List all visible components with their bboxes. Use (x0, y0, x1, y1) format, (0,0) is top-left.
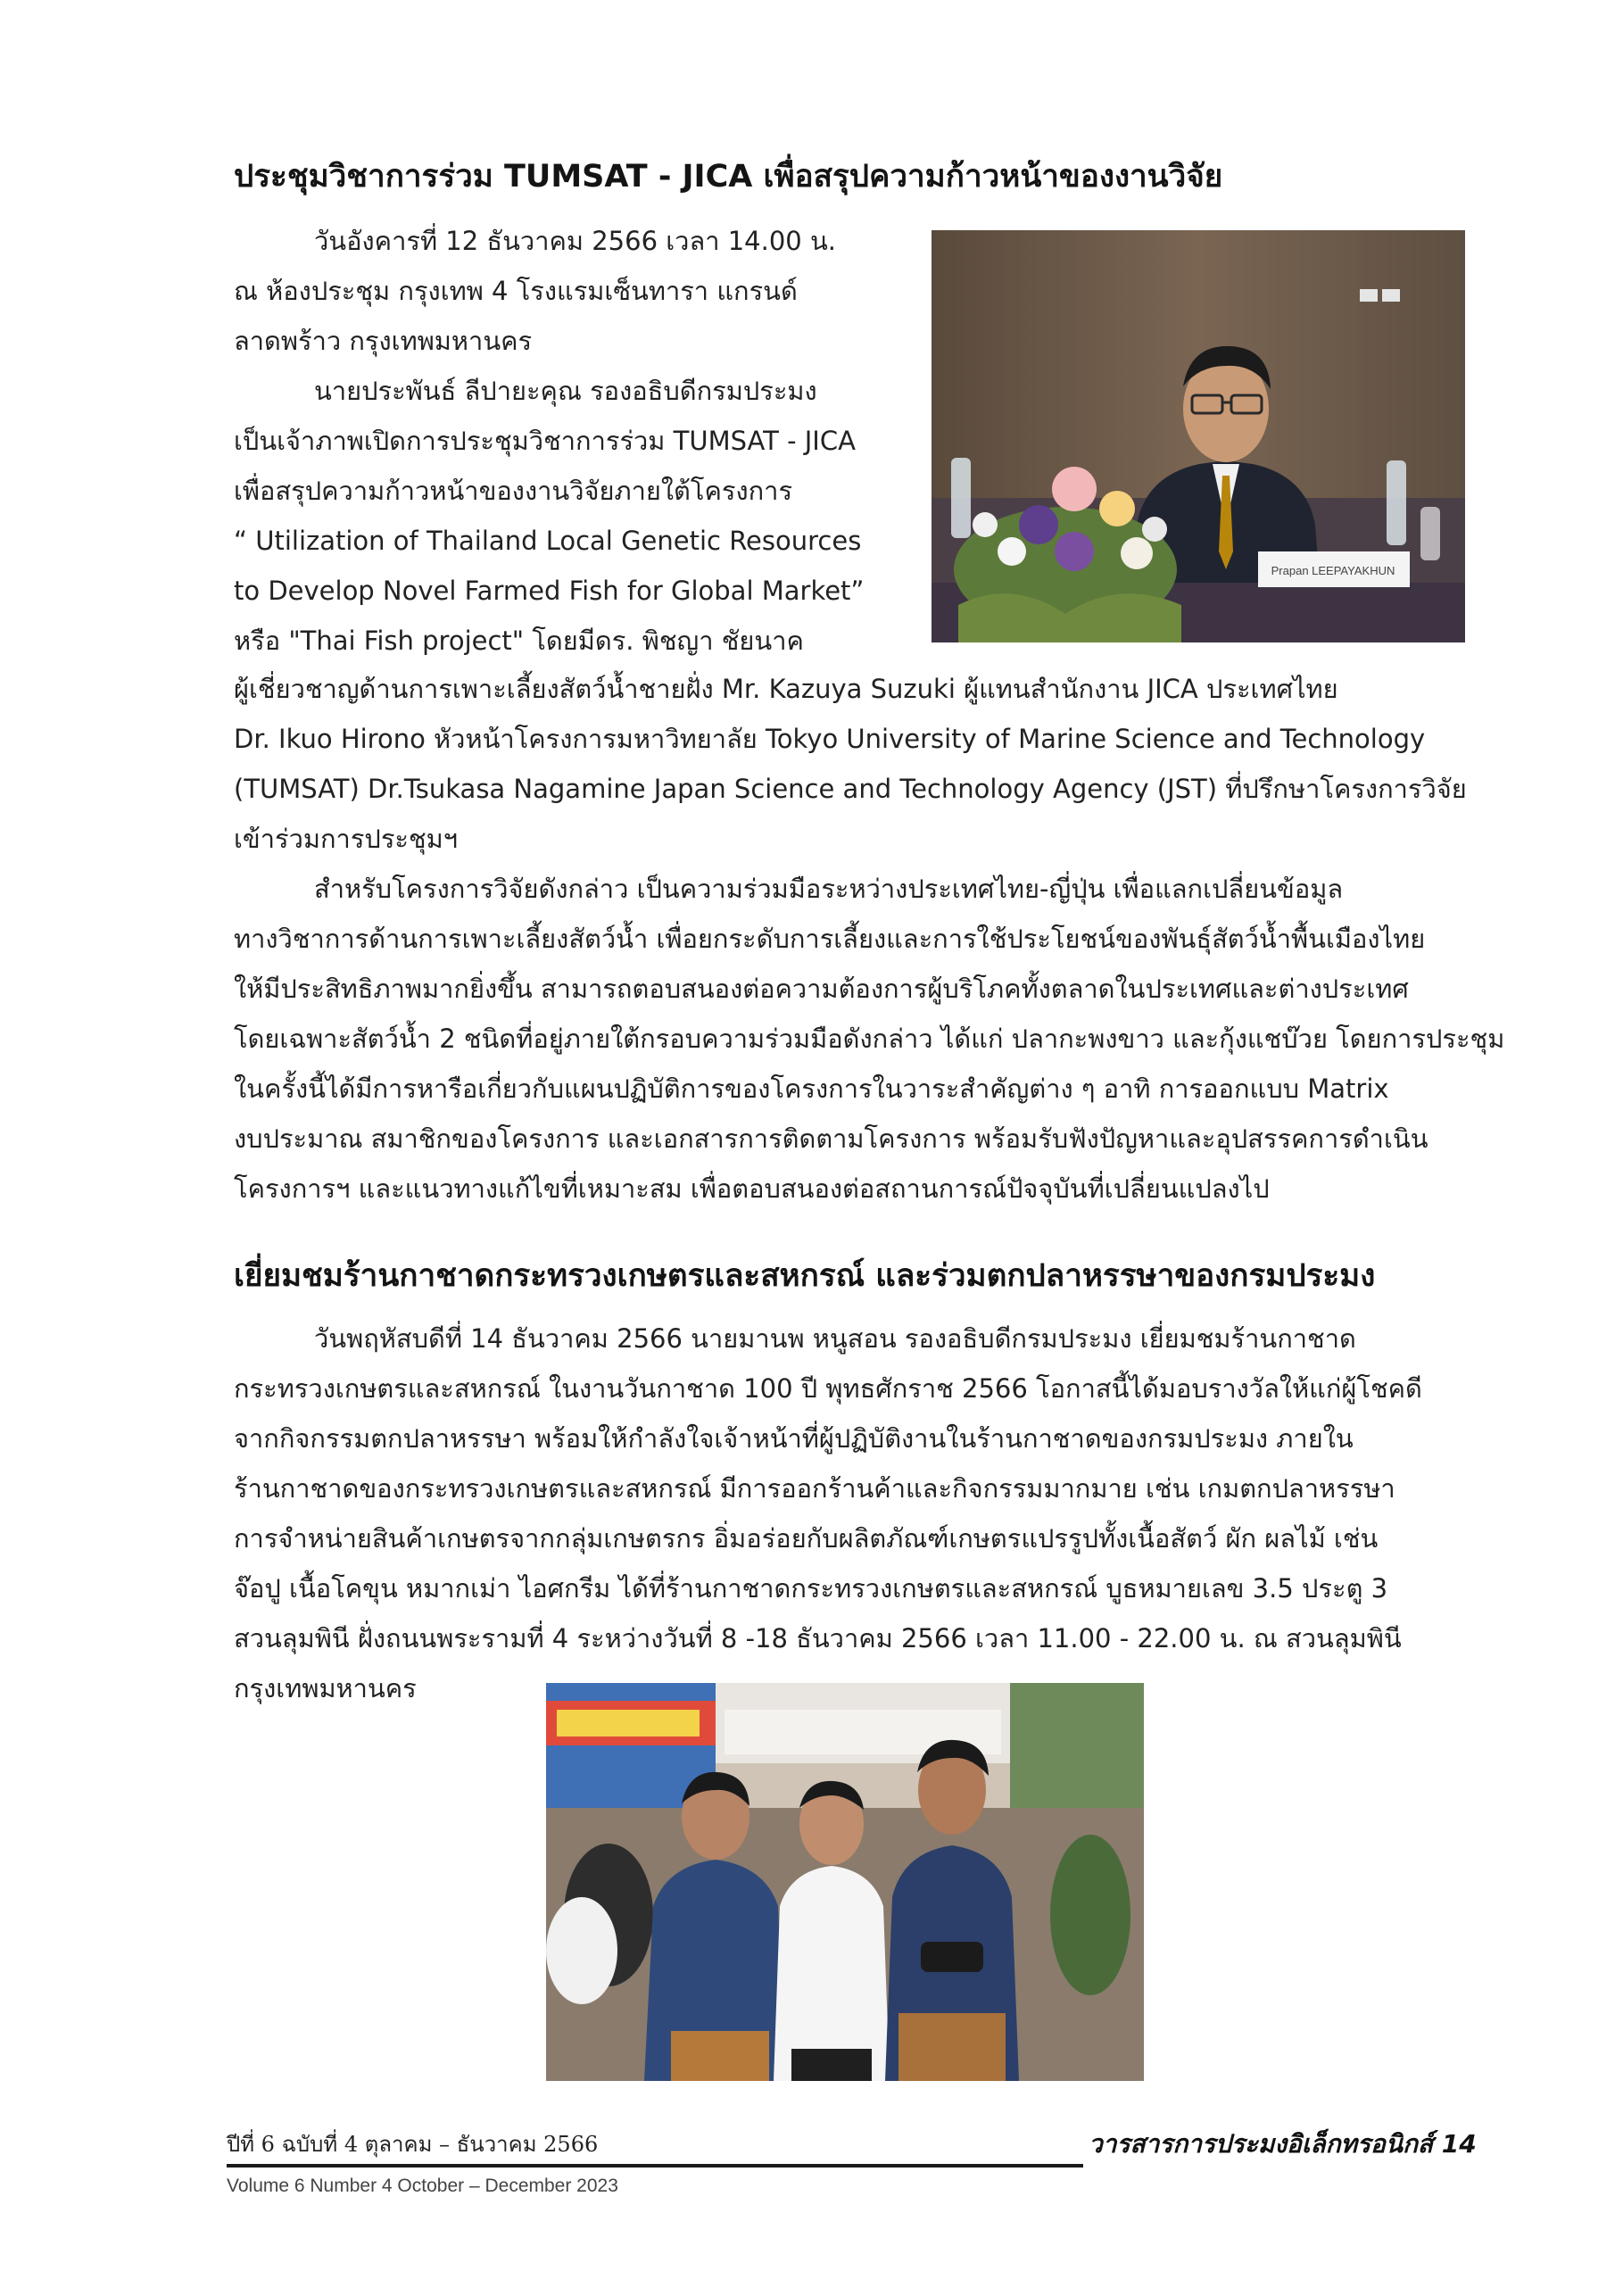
article1-line-1: วันอังคารที่ 12 ธันวาคม 2566 เวลา 14.00 น. (314, 226, 836, 256)
article1-line-3: ลาดพร้าว กรุงเทพมหานคร (234, 326, 533, 356)
article1-line-4: นายประพันธ์ ลีปายะคุณ รองอธิบดีกรมประมง (314, 376, 817, 406)
article1-line-6: เพื่อสรุปความก้าวหน้าของงานวิจัยภายใต้โครงการ (234, 476, 793, 506)
speaker-photo (932, 230, 1465, 642)
article2-line-6: จ๊อปู เนื้อโคขุน หมากเม่า ไอศกรีม ได้ที่ร้านกาชาดกระทรวงเกษตรและสหกรณ์ บูธหมายเลข 3.5 ประตู 3 (234, 1573, 1388, 1604)
article1-title: ประชุมวิชาการร่วม TUMSAT - JICA เพื่อสรุปความก้าวหน้าของงานวิจัย (234, 159, 1223, 195)
article1-body-7: ให้มีประสิทธิภาพมากยิ่งขึ้น สามารถตอบสนองต่อความต้องการผู้บริโภคทั้งตลาดในประเทศและต่างประเทศ (234, 974, 1409, 1004)
footer-issue-th: ปีที่ 6 ฉบับที่ 4 ตุลาคม – ธันวาคม 2566 (227, 2132, 599, 2157)
article1-body-6: ทางวิชาการด้านการเพาะเลี้ยงสัตว์น้ำ เพื่อยกระดับการเลี้ยงและการใช้ประโยชน์ของพันธุ์สัตว์น้ำพื้นเมืองไทย (234, 924, 1426, 954)
article1-body-3: (TUMSAT) Dr.Tsukasa Nagamine Japan Science and Technology Agency (JST) ที่ปรึกษาโครงการวิจัย (234, 774, 1467, 804)
article2-line-5: การจำหน่ายสินค้าเกษตรจากกลุ่มเกษตรกร อิ่มอร่อยกับผลิตภัณฑ์เกษตรแปรรูปทั้งเนื้อสัตว์ ผัก ผลไม้ เช่น (234, 1523, 1379, 1554)
article2-line-7: สวนลุมพินี ฝั่งถนนพระรามที่ 4 ระหว่างวันที่ 8 -18 ธันวาคม 2566 เวลา 11.00 - 22.00 น. ณ สวนลุมพินี (234, 1623, 1402, 1654)
article2-title: เยี่ยมชมร้านกาชาดกระทรวงเกษตรและสหกรณ์ และร่วมตกปลาหรรษาของกรมประมง (234, 1258, 1376, 1294)
article2-line-2: กระทรวงเกษตรและสหกรณ์ ในงานวันกาชาด 100 ปี พุทธศักราช 2566 โอกาสนี้ได้มอบรางวัลให้แก่ผู้โชคดี (234, 1373, 1422, 1404)
nameplate-text: Prapan LEEPAYAKHUN (1271, 564, 1395, 577)
article1-body-1 (234, 671, 1483, 707)
footer-issue-en: Volume 6 Number 4 October – December 2023 (227, 2176, 618, 2196)
article2-line-1: วันพฤหัสบดีที่ 14 ธันวาคม 2566 นายมานพ หนูสอน รองอธิบดีกรมประมง เยี่ยมชมร้านกาชาด (314, 1323, 1356, 1354)
article1-body-10: งบประมาณ สมาชิกของโครงการ และเอกสารการติดตามโครงการ พร้อมรับฟังปัญหาและอุปสรรคการดำเนิน (234, 1123, 1428, 1154)
article2-line-3: จากกิจกรรมตกปลาหรรษา พร้อมให้กำลังใจเจ้าหน้าที่ผู้ปฏิบัติงานในร้านกาชาดของกรมประมง ภายใน (234, 1423, 1354, 1454)
article1-line-7: “ Utilization of Thailand Local Genetic Resources (234, 526, 862, 556)
article1-body-11: โครงการฯ และแนวทางแก้ไขที่เหมาะสม เพื่อตอบสนองต่อสถานการณ์ปัจจุบันที่เปลี่ยนแปลงไป (234, 1173, 1270, 1204)
article2-line-8: กรุงเทพมหานคร (234, 1673, 417, 1703)
article1-line-9: หรือ "Thai Fish project" โดยมีดร. พิชญา ชัยนาค (234, 626, 804, 656)
article1-line-2: ณ ห้องประชุม กรุงเทพ 4 โรงแรมเซ็นทารา แกรนด์ (234, 276, 798, 306)
article1-body-5: สำหรับโครงการวิจัยดังกล่าว เป็นความร่วมมือระหว่างประเทศไทย-ญี่ปุ่น เพื่อแลกเปลี่ยนข้อมูล (314, 874, 1344, 904)
article1-body-9: ในครั้งนี้ได้มีการหารือเกี่ยวกับแผนปฏิบัติการของโครงการในวาระสำคัญต่าง ๆ อาทิ การออกแบบ Matrix (234, 1073, 1389, 1104)
article1-body-2: Dr. Ikuo Hirono หัวหน้าโครงการมหาวิทยาลัย Tokyo University of Marine Science and Technology (234, 724, 1426, 754)
article1-body-1-text: ผู้เชี่ยวชาญด้านการเพาะเลี้ยงสัตว์น้ำชายฝั่ง Mr. Kazuya Suzuki ผู้แทนสำนักงาน JICA ประเทศไทย (234, 674, 1338, 704)
article1-body-8: โดยเฉพาะสัตว์น้ำ 2 ชนิดที่อยู่ภายใต้กรอบความร่วมมือดังกล่าว ได้แก่ ปลากะพงขาว และกุ้งแชบ๊วย โดยการประชุม (234, 1024, 1505, 1054)
footer-rule (227, 2164, 1083, 2168)
article1-body-4: เข้าร่วมการประชุมฯ (234, 824, 459, 854)
article1-line-8: to Develop Novel Farmed Fish for Global Market” (234, 576, 865, 606)
article2-line-4: ร้านกาชาดของกระทรวงเกษตรและสหกรณ์ มีการออกร้านค้าและกิจกรรมมากมาย เช่น เกมตกปลาหรรษา (234, 1473, 1395, 1504)
booth-photo (546, 1683, 1144, 2081)
article1-line-5: เป็นเจ้าภาพเปิดการประชุมวิชาการร่วม TUMSAT - JICA (234, 426, 856, 456)
footer-journal: วารสารการประมงอิเล็กทรอนิกส์ 14 (1089, 2129, 1477, 2159)
